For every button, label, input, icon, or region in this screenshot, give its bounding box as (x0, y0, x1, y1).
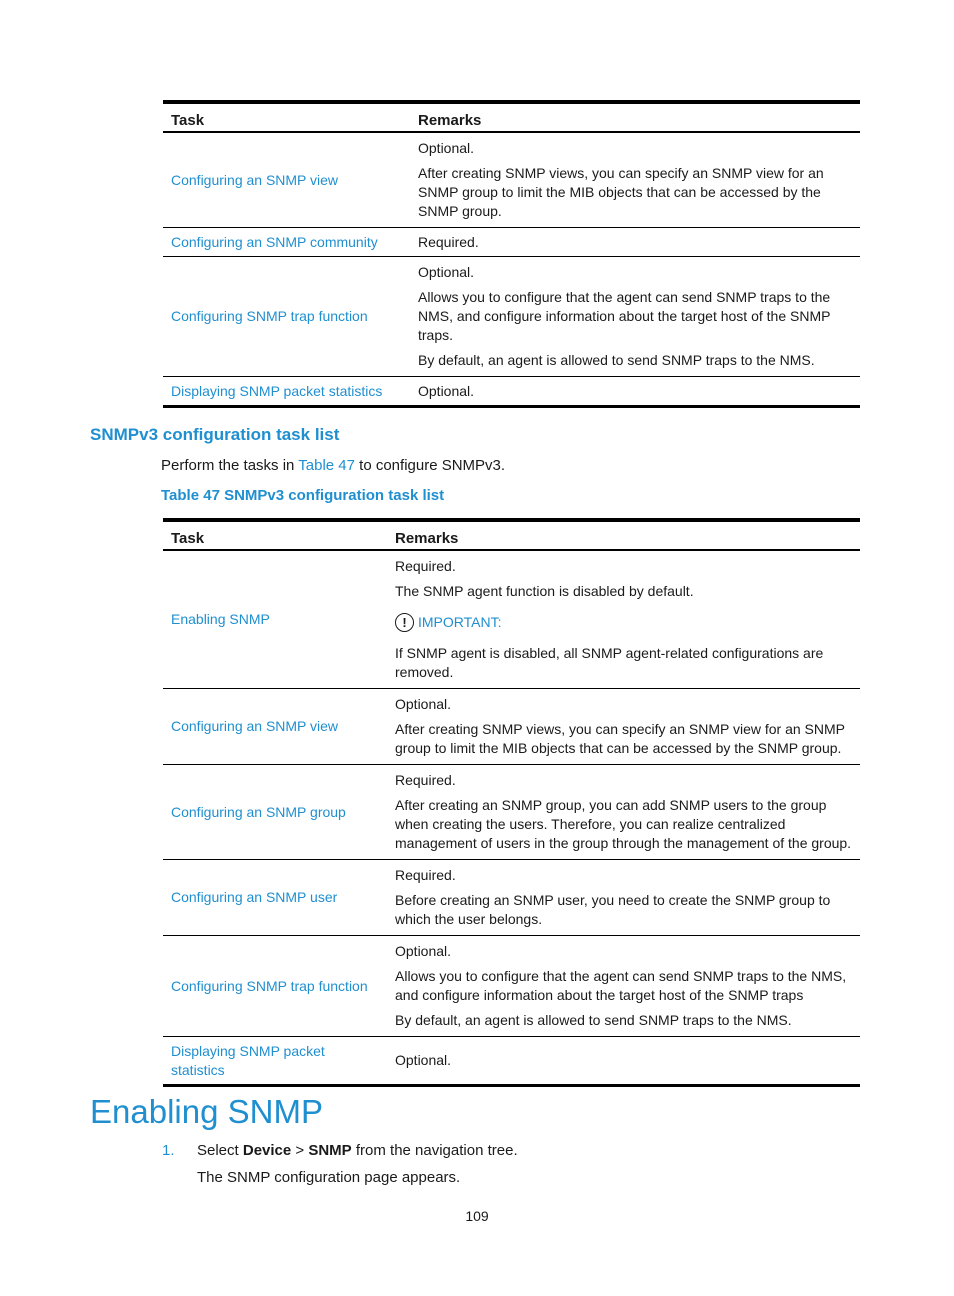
table-row (163, 689, 860, 765)
table-row (163, 1037, 860, 1086)
step-text-part: Select (197, 1142, 243, 1159)
table-row (163, 936, 860, 1037)
remark-text: Before creating an SNMP user, you need to create the SNMP group to which the user belongs. (395, 892, 831, 927)
main-heading: Enabling SNMP (90, 1093, 323, 1130)
menu-device: Device (242, 1142, 292, 1159)
task-link-snmp-statistics[interactable]: Displaying SNMP packet statistics (163, 1037, 387, 1086)
table-row (163, 257, 860, 377)
important-icon: ! (395, 613, 414, 632)
table-row (163, 550, 860, 689)
important-notice (395, 613, 502, 632)
remark-text: By default, an agent is allowed to send SNMP traps to the NMS. (418, 352, 815, 368)
remark-text: Optional. (395, 1052, 452, 1068)
page-number: 109 (465, 1208, 489, 1224)
remark-text: By default, an agent is allowed to send SNMP traps to the NMS. (395, 1012, 792, 1028)
step-text-part: from the navigation tree. (351, 1142, 518, 1159)
task-table-2 (163, 518, 860, 1087)
table-row (163, 765, 860, 860)
table-header-row (163, 102, 860, 132)
table-row (163, 860, 860, 936)
remarks-cell (387, 765, 860, 860)
remarks-cell (387, 689, 860, 765)
remarks-cell (387, 1037, 860, 1086)
table-row (163, 228, 860, 257)
important-text: If SNMP agent is disabled, all SNMP agent-related configurations are removed. (395, 645, 824, 680)
task-link-snmp-trap[interactable]: Configuring SNMP trap function (163, 257, 410, 377)
task-link-snmp-view[interactable]: Configuring an SNMP view (163, 132, 410, 228)
important-label: IMPORTANT: (418, 614, 502, 630)
remarks-cell (410, 132, 860, 228)
intro-text: to configure SNMPv3. (355, 457, 506, 474)
remark-text: Required. (395, 867, 456, 883)
task-link-snmp-view[interactable]: Configuring an SNMP view (163, 689, 387, 765)
table-row (163, 132, 860, 228)
step-text (197, 1142, 518, 1159)
remark-text: After creating SNMP views, you can specify an SNMP view for an SNMP group to limit the MIB objects that can be accessed by the SNMP group. (418, 165, 824, 219)
step-number: 1. (162, 1142, 175, 1159)
remark-text: After creating an SNMP group, you can add SNMP users to the group when creating the users. Therefore, you can realize centralized management of users in the group through the management of the group. (395, 797, 852, 851)
task-link-enabling-snmp[interactable]: Enabling SNMP (163, 550, 387, 689)
remarks-cell (410, 257, 860, 377)
step-note: The SNMP configuration page appears. (197, 1169, 461, 1186)
column-header-remarks: Remarks (410, 102, 860, 132)
table-header-row (163, 520, 860, 550)
remarks-cell (387, 860, 860, 936)
task-link-snmp-user[interactable]: Configuring an SNMP user (163, 860, 387, 936)
remark-text: Optional. (418, 382, 475, 399)
task-link-snmp-trap[interactable]: Configuring SNMP trap function (163, 936, 387, 1037)
remark-text: Optional. (395, 696, 452, 712)
table-row (163, 377, 860, 407)
remark-text: The SNMP agent function is disabled by default. (395, 583, 694, 599)
remarks-cell (387, 936, 860, 1037)
column-header-task: Task (163, 102, 410, 132)
remarks-cell (410, 228, 860, 257)
intro-text: Perform the tasks in (161, 457, 299, 474)
remark-text: Optional. (395, 943, 452, 959)
remark-text: Allows you to configure that the agent can send SNMP traps to the NMS, and configure information about the target host of the SNMP traps. (418, 289, 831, 343)
remark-text: Optional. (418, 140, 475, 156)
column-header-remarks: Remarks (387, 520, 860, 550)
task-link-snmp-statistics[interactable]: Displaying SNMP packet statistics (163, 377, 410, 407)
task-link-snmp-community[interactable]: Configuring an SNMP community (163, 228, 410, 257)
column-header-task: Task (163, 520, 387, 550)
remark-text: Allows you to configure that the agent can send SNMP traps to the NMS, and configure information about the target host of the SNMP traps (395, 968, 847, 1003)
table-47-link[interactable]: Table 47 (298, 457, 355, 474)
table-caption: Table 47 SNMPv3 configuration task list (161, 487, 445, 504)
remark-text: Optional. (418, 264, 475, 280)
step-text-part: > (291, 1142, 309, 1159)
remark-text: Required. (395, 558, 456, 574)
intro-paragraph (161, 457, 505, 474)
remarks-cell (410, 377, 860, 407)
remark-text: Required. (418, 233, 479, 250)
remark-text: Required. (395, 772, 456, 788)
task-table-1 (163, 100, 860, 408)
task-link-snmp-group[interactable]: Configuring an SNMP group (163, 765, 387, 860)
remarks-cell (387, 550, 860, 689)
remark-text: After creating SNMP views, you can specify an SNMP view for an SNMP group to limit the MIB objects that can be accessed by the SNMP group. (395, 721, 845, 756)
section-heading: SNMPv3 configuration task list (90, 425, 340, 444)
menu-snmp: SNMP (308, 1142, 352, 1159)
